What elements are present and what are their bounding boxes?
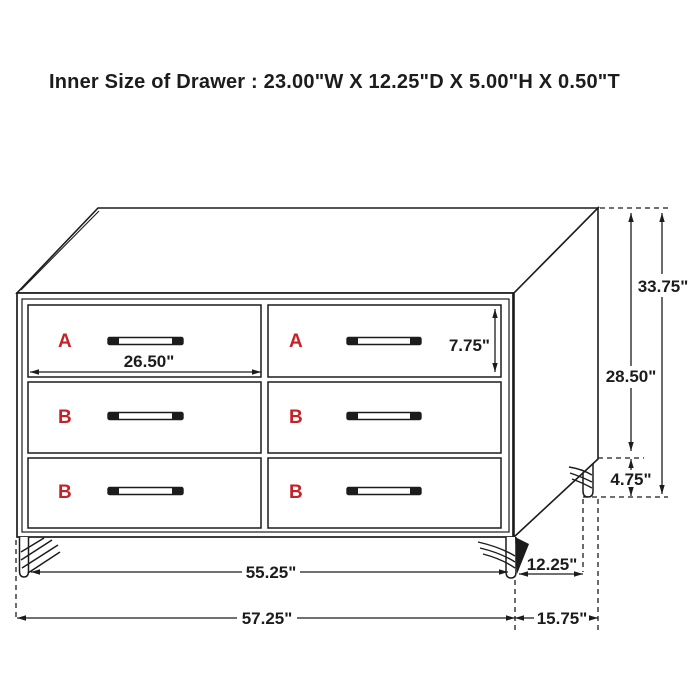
drawer-handle [108, 488, 183, 495]
dimension-overall-width [17, 609, 515, 628]
dim-label-overall-width: 57.25" [241, 609, 293, 628]
drawer-letter: A [58, 331, 72, 352]
drawer-letter: B [58, 482, 72, 503]
dim-label-overall-height: 33.75" [637, 277, 689, 296]
drawer-handle [347, 488, 421, 495]
dimension-leg-height [610, 459, 651, 496]
drawer-handle [108, 338, 183, 345]
drawer-letter: B [289, 482, 303, 503]
dim-label-leg-height: 4.75" [610, 470, 652, 489]
dim-label-top-depth: 12.25" [526, 555, 578, 574]
dim-label-case-height: 28.50" [605, 367, 657, 386]
dim-label-drawer-face-height: 7.75" [448, 336, 490, 355]
dimension-case-height [606, 213, 657, 451]
drawer-handle [347, 413, 421, 420]
drawer-letter: A [289, 331, 303, 352]
dim-label-drawer-width: 26.50" [123, 352, 175, 371]
dim-label-overall-depth: 15.75" [536, 609, 588, 628]
page-title: Inner Size of Drawer : 23.00"W X 12.25"D X 5.00"H X 0.50"T [49, 71, 620, 93]
dim-label-front-leg-span: 55.25" [245, 563, 297, 582]
drawer-letter: B [289, 407, 303, 428]
drawer-letter: B [58, 407, 72, 428]
drawer-handle [108, 413, 183, 420]
dimension-top-depth [519, 555, 583, 577]
drawer-handle [347, 338, 421, 345]
dimension-overall-height [638, 213, 689, 494]
dimension-overall-depth [515, 609, 598, 628]
dresser-top-face [17, 208, 598, 293]
dimension-front-leg-span [31, 563, 508, 582]
